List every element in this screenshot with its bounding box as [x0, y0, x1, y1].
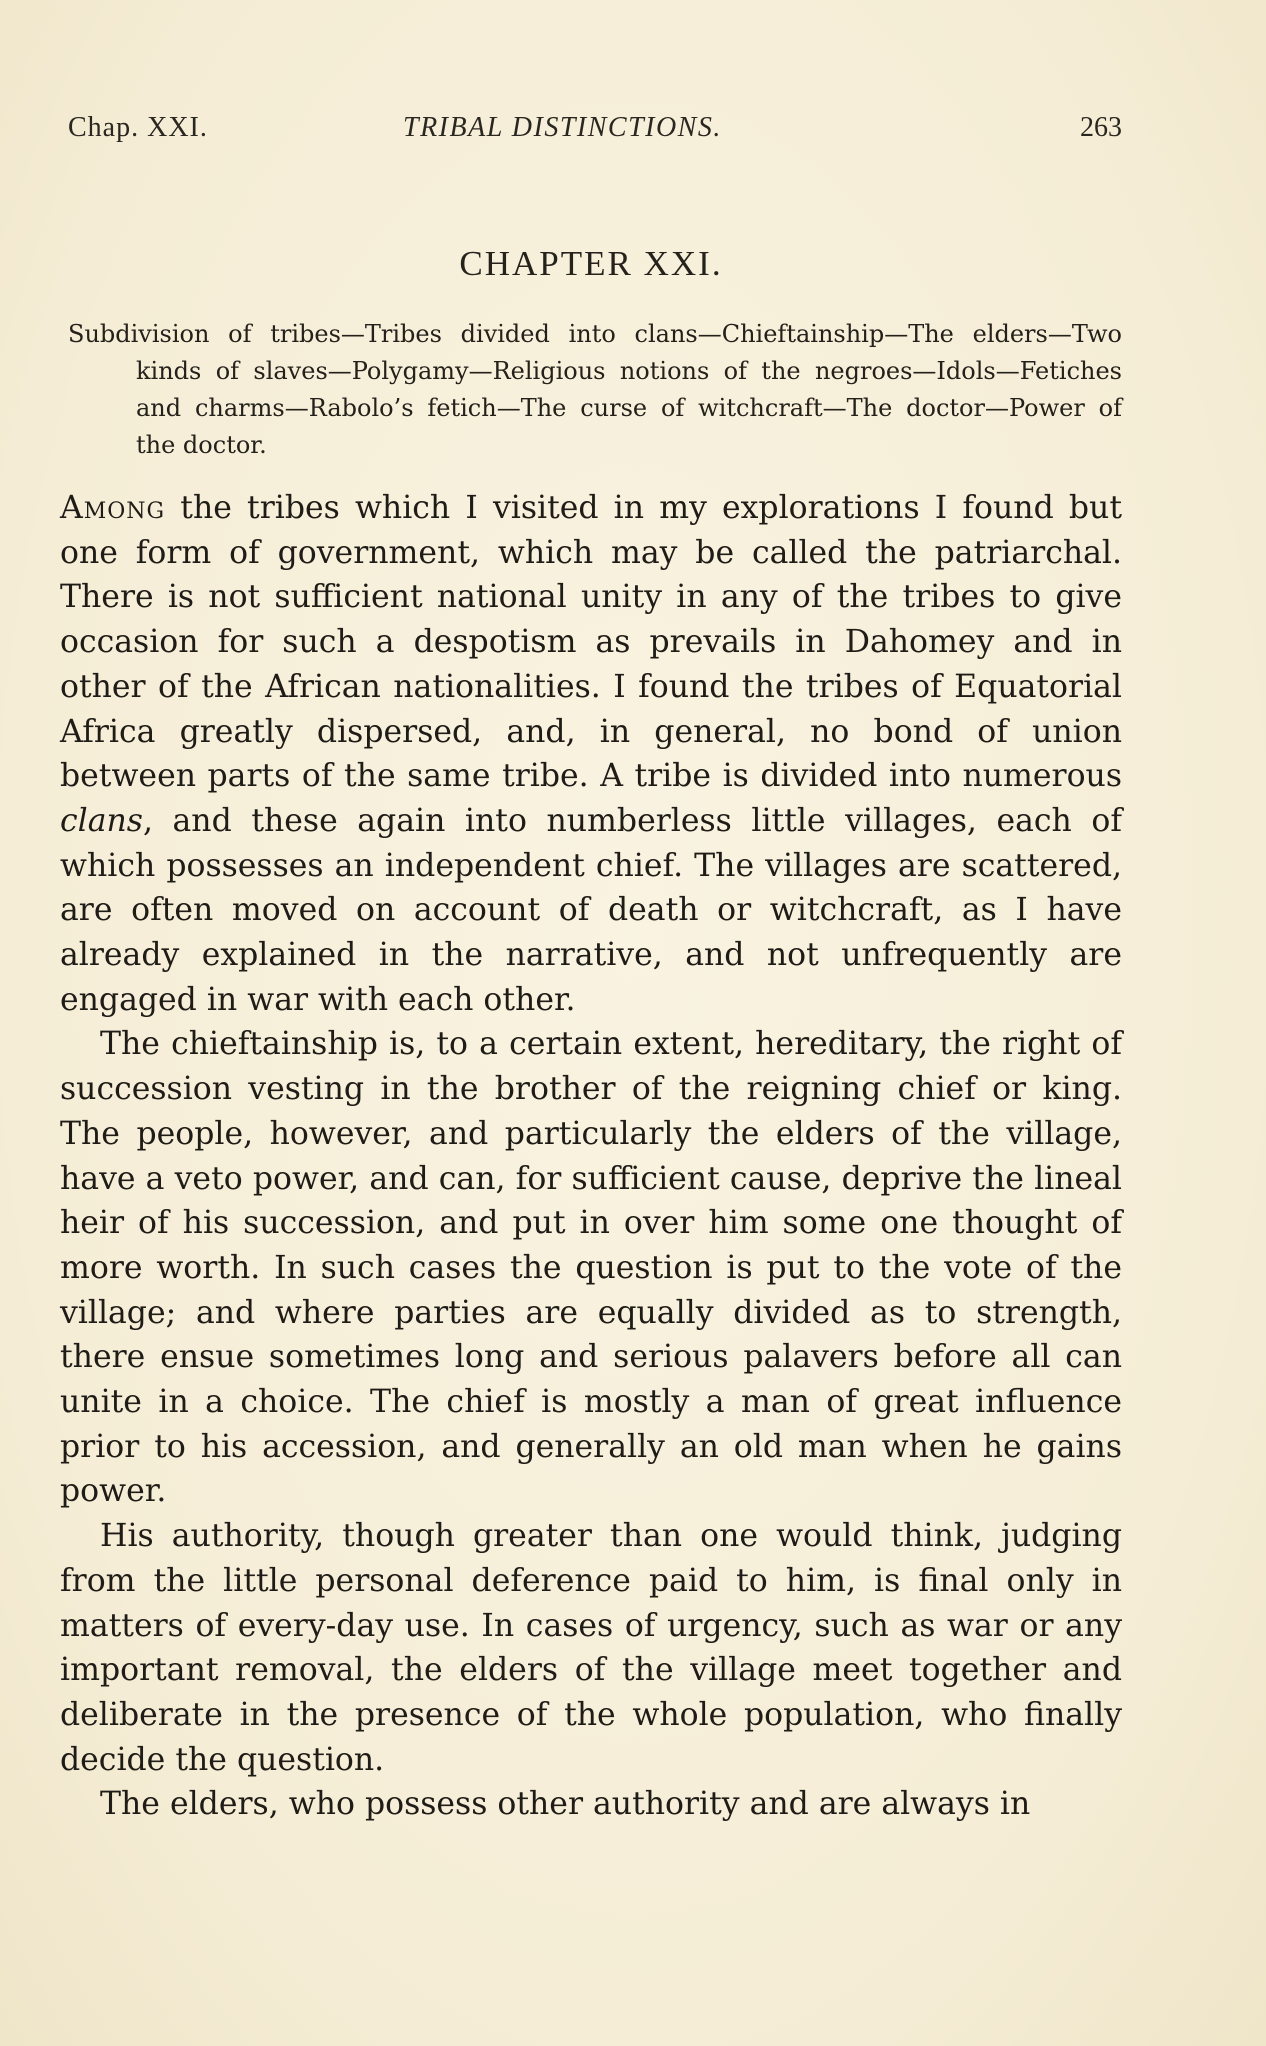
paragraph-1-text-after: , and these again into numberless little villages, each of which possesses an independent chief. The villages are scattered, are often moved on account of death or witchcraft, as I have already explained in the narrative, and not unfrequently are engaged in war with each other. [60, 802, 1122, 1018]
running-title: TRIBAL DISTINCTIONS. [403, 112, 722, 143]
page-number: 263 [1080, 112, 1122, 143]
lead-word: Among [60, 490, 166, 526]
chapter-label: Chap. XXI. [68, 112, 208, 143]
paragraph-1-text: the tribes which I visited in my explorations I found but one form of government, which may be called the patriarchal. There is not sufficient national unity in any of the tribes to give occasion for such a despotism as prevails in Dahomey and in other of the African nationalities. I found the tribes of Equatorial Africa greatly dispersed, and, in general, no bond of union between parts of the same tribe. A tribe is divided into numerous [60, 490, 1122, 795]
running-head [68, 112, 1122, 152]
chapter-title: CHAPTER XXI. [459, 244, 723, 283]
italic-word: clans [60, 802, 143, 839]
paragraph-2: The chieftainship is, to a certain extent, hereditary, the right of succession vesting in the brother of the reigning chief or king. The people, however, and particularly the elders of the village, have a veto power, and can, for sufficient cause, deprive the lineal heir of his succession, and put in over him some one thought of more worth. In such cases the question is put to the vote of the village; and where parties are equally divided as to strength, there ensue sometimes long and serious palavers before all can unite in a choice. The chief is mostly a man of great influence prior to his accession, and generally an old man when he gains power. [60, 1026, 1122, 1510]
paragraph-4: The elders, who possess other authority and are always in [100, 1786, 1031, 1823]
body-text [60, 486, 1122, 1827]
chapter-synopsis: Subdivision of tribes—Tribes divided into clans—Chieftainship—The elders—Two kinds of slaves—Polygamy—Religious notions of the negroes—Idols—Fetiches and charms—Rabolo’s fetich—The curse of witchcraft—The doctor—Power of the doctor. [68, 320, 1122, 459]
paragraph-1 [60, 486, 1122, 1022]
paragraph-3: His authority, though greater than one would think, judging from the little personal deference paid to him, is final only in matters of every-day use. In cases of urgency, such as war or any important removal, the elders of the village meet together and deliberate in the presence of the whole population, who finally decide the question. [60, 1518, 1122, 1778]
